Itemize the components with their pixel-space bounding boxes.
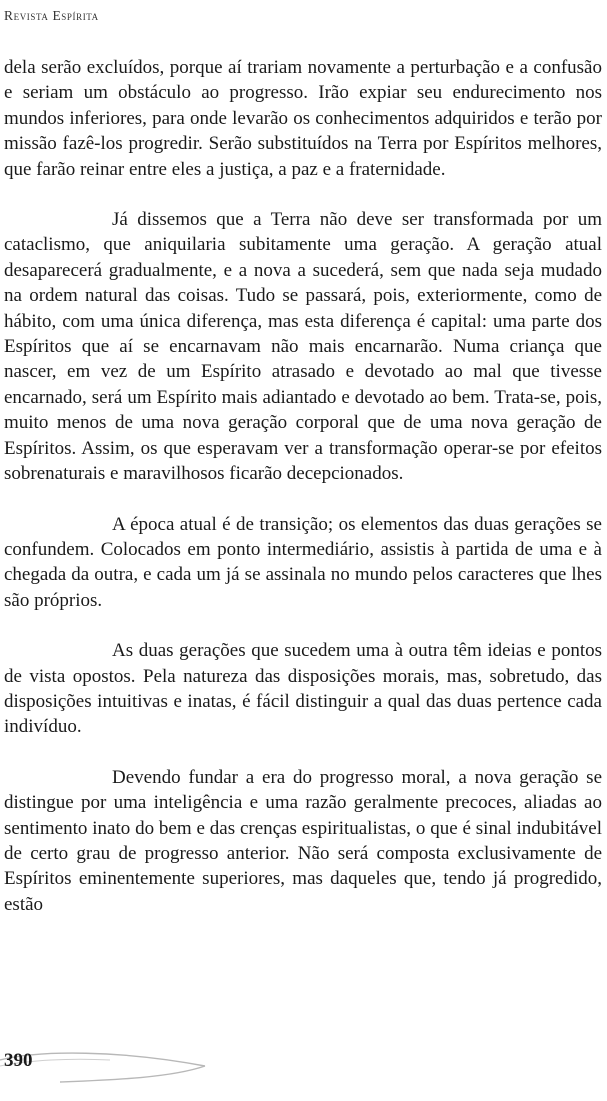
paragraph-continued: dela serão excluídos, porque aí trariam novamente a perturbação e a confusão e seriam um obstáculo ao progresso. Irão expiar seu endurecimento nos mundos inferiores, para onde levarão os conhecimentos adquiridos e terão por missão fazê-los progredir. Serão substituídos na Terra por Espíritos melhores, que farão reinar entre eles a justiça, a paz e a fraternidade.: [4, 57, 602, 180]
paragraph: As duas gerações que sucedem uma à outra têm ideias e pontos de vista opostos. Pela natureza das disposições morais, mas, sobretudo, das disposições intuitivas e inatas, é fácil distinguir a qual das duas pertence cada indivíduo.: [4, 640, 602, 738]
paragraph: Já dissemos que a Terra não deve ser transformada por um cataclismo, que aniquilaria subitamente uma geração. A geração atual desaparecerá gradualmente, e a nova a sucederá, sem que nada seja mudado na ordem natural das coisas. Tudo se passará, pois, exteriormente, como de hábito, com uma única diferença, mas esta diferença é capital: uma parte dos Espíritos que aí se encarnavam não mais encarnarão. Numa criança que nascer, em vez de um Espírito atrasado e devotado ao mal que tivesse encarnado, será um Espírito mais adiantado e devotado ao bem. Trata-se, pois, muito menos de uma nova geração corporal que de uma nova geração de Espíritos. Assim, os que esperavam ver a transformação operar-se por efeitos sobrenaturais e maravilhosos ficarão decepcionados.: [4, 209, 602, 485]
page-number: 390: [4, 1050, 33, 1071]
body-text: [4, 55, 602, 917]
paragraph: Devendo fundar a era do progresso moral, a nova geração se distingue por uma inteligência e uma razão geralmente precoces, aliadas ao sentimento inato do bem e das crenças espiritualistas, o que é sinal indubitável de certo grau de progresso anterior. Não será composta exclusivamente de Espíritos eminentemente superiores, mas daqueles que, tendo já progredido, estão: [4, 766, 602, 915]
paragraph: A época atual é de transição; os elementos das duas gerações se confundem. Colocados em ponto intermediário, assistis à partida de uma e à chegada da outra, e cada um já se assinala no mundo pelos caracteres que lhes são próprios.: [4, 513, 602, 611]
running-head: Revista Espírita: [4, 8, 99, 23]
